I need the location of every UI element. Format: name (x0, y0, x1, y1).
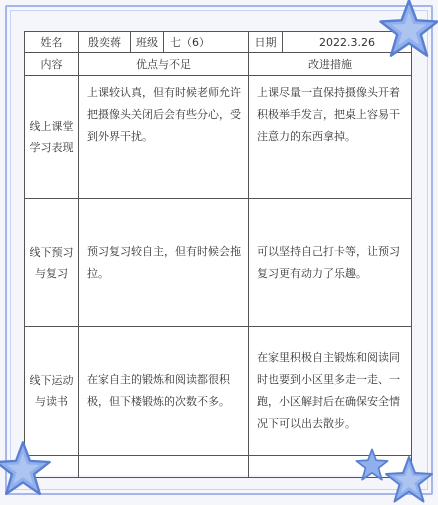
name-value: 殷奕蒋 (79, 32, 131, 53)
column-header-strengths: 优点与不足 (79, 53, 249, 76)
class-value: 七（6） (164, 32, 249, 53)
improvements-cell: 在家里积极自主锻炼和阅读同时也要到小区里多走一走、一跑，小区解封后在确保安全情况下可以出去散步。 (249, 327, 412, 456)
date-value: 2022.3.26 (283, 32, 412, 53)
star-icon (0, 440, 52, 498)
column-header-improvements: 改进措施 (249, 53, 412, 76)
class-label: 班级 (131, 32, 164, 53)
name-label: 姓名 (25, 32, 79, 53)
row-label: 线下运动与读书 (25, 327, 79, 456)
table-row (25, 76, 412, 199)
improvements-cell: 上课尽量一直保持摄像头开着积极举手发言，把桌上容易干注意力的东西拿掉。 (249, 76, 412, 199)
column-header-content: 内容 (25, 53, 79, 76)
star-icon (378, 0, 438, 60)
strengths-cell: 预习复习较自主，但有时候会拖拉。 (79, 199, 249, 327)
row-label: 线上课堂学习表现 (25, 76, 79, 199)
star-icon (384, 455, 434, 505)
self-evaluation-table (24, 31, 412, 478)
row-label: 线下预习与复习 (25, 199, 79, 327)
strengths-cell: 在家自主的锻炼和阅读都很积极，但下楼锻炼的次数不多。 (79, 327, 249, 456)
column-header-row (25, 53, 412, 76)
improvements-cell: 可以坚持自己打卡等，让预习复习更有动力了乐趣。 (249, 199, 412, 327)
strengths-cell: 上课较认真，但有时候老师允许把摄像头关闭后会有些分心，受到外界干扰。 (79, 76, 249, 199)
table-row-empty (25, 456, 412, 478)
header-row (25, 32, 412, 53)
table-row (25, 327, 412, 456)
table-row (25, 199, 412, 327)
date-label: 日期 (249, 32, 283, 53)
empty-cell (79, 456, 249, 478)
